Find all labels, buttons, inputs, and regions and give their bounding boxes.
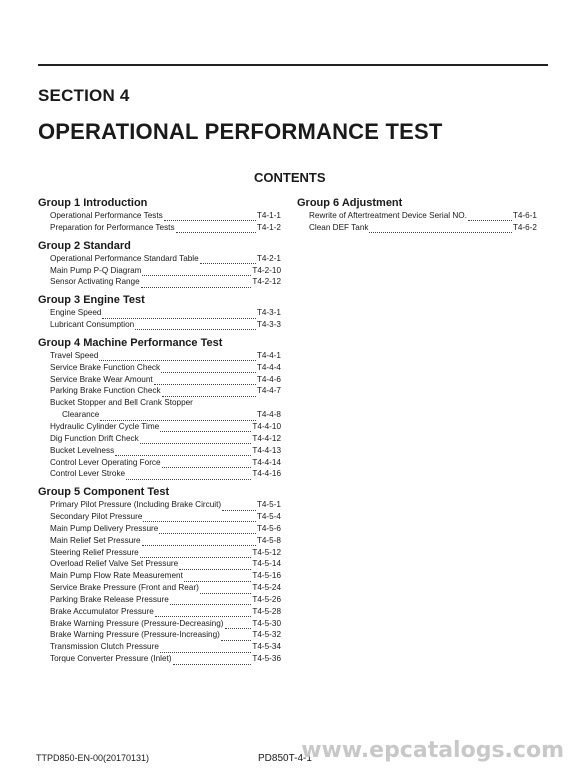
toc-entry-label: Overload Relief Valve Set Pressure [50,559,179,569]
toc-group [297,196,537,234]
toc-entry-page: T4-4-6 [256,374,281,384]
toc-entry-label: Service Brake Wear Amount [50,374,153,384]
toc-group [38,293,281,331]
toc-entry[interactable] [38,511,281,523]
toc-entry[interactable] [38,606,281,618]
toc-entry-label: Main Pump Flow Rate Measurement [50,571,183,581]
toc-leader-dots [143,513,255,522]
toc-entry[interactable] [38,558,281,570]
toc-leader-dots [173,656,252,665]
toc-entry-label: Brake Warning Pressure (Pressure-Decreasing) [50,618,224,628]
toc-entry-page: T4-2-10 [252,265,281,275]
toc-leader-dots [126,471,251,480]
toc-entry-label: Service Brake Pressure (Front and Rear) [50,583,199,593]
toc-entry[interactable] [38,253,281,265]
toc-entry-label: Secondary Pilot Pressure [50,512,143,522]
toc-entry[interactable] [38,653,281,665]
toc-entry-label: Main Pump Delivery Pressure [50,523,159,533]
toc-entry-label: Transmission Clutch Pressure [50,642,159,652]
toc-group-title: Group 2 Standard [38,239,131,252]
toc-leader-dots [135,321,256,330]
toc-entry-page: T4-5-26 [252,594,281,604]
toc-entry[interactable] [38,535,281,547]
toc-entry-page: T4-4-1 [256,350,281,360]
toc-entry-label: Dig Function Drift Check [50,433,139,443]
toc-entry[interactable] [297,222,537,234]
toc-group [38,239,281,289]
toc-entry-page: T4-2-12 [252,277,281,287]
toc-entry-page: T4-3-1 [256,308,281,318]
toc-entry-label: Clearance [62,410,100,420]
toc-leader-dots [200,255,256,264]
toc-entry-label: Control Lever Stroke [50,469,126,479]
toc-leader-dots [221,632,251,641]
toc-entry-page: T4-5-1 [256,500,281,510]
toc-entry[interactable] [38,594,281,606]
toc-entry-page: T4-4-16 [252,469,281,479]
toc-entry-page: T4-4-13 [252,445,281,455]
toc-leader-dots [159,525,256,534]
toc-leader-dots [225,620,252,629]
toc-entry[interactable] [38,618,281,630]
toc-entry[interactable] [38,547,281,559]
toc-leader-dots [162,388,256,397]
toc-entry-page: T4-4-4 [256,362,281,372]
toc-leader-dots [99,352,255,361]
toc-leader-dots [468,212,512,221]
toc-left-column [38,196,281,665]
toc-leader-dots [164,212,256,221]
toc-group-title: Group 1 Introduction [38,197,148,209]
toc-entry-page: T4-4-14 [252,457,281,467]
toc-entry-page: T4-5-34 [252,642,281,652]
toc-entry-label: Service Brake Function Check [50,362,161,372]
toc-entry-label: Travel Speed [50,350,99,360]
toc-entry[interactable] [38,307,281,319]
toc-entry[interactable] [38,457,281,469]
toc-group-title: Group 6 Adjustment [297,197,403,209]
toc-entry[interactable] [38,374,281,386]
footer-doc-code: TTPD850-EN-00(20170131) [36,753,150,763]
toc-entry-label: Steering Relief Pressure [50,547,139,557]
toc-entry-label: Bucket Stopper and Bell Crank Stopper [50,398,193,408]
toc-leader-dots [141,279,252,288]
toc-entry[interactable] [38,468,281,480]
toc-entry-label: Torque Converter Pressure (Inlet) [50,654,172,664]
toc-entry-label: Lubricant Consumption [50,320,135,330]
toc-entry[interactable] [38,276,281,288]
toc-entry-label: Sensor Activating Range [50,277,140,287]
toc-entry-page: T4-5-30 [252,618,281,628]
toc-leader-dots [155,608,252,617]
toc-entry-label: Main Relief Set Pressure [50,535,141,545]
toc-entry-label: Clean DEF Tank [309,222,369,232]
toc-leader-dots [200,585,252,594]
toc-leader-dots [161,364,256,373]
toc-leader-dots [142,267,251,276]
toc-entry-label: Brake Warning Pressure (Pressure-Increasing) [50,630,220,640]
toc-entry-page: T4-5-12 [252,547,281,557]
toc-entry-page: T4-5-14 [252,559,281,569]
section-heading: SECTION 4 [38,86,130,105]
toc-entry-page: T4-2-1 [256,253,281,263]
toc-entry-label: Hydraulic Cylinder Cycle Time [50,421,160,431]
toc-entry[interactable] [38,350,281,362]
toc-group-title: Group 3 Engine Test [38,294,145,307]
toc-entry-label: Bucket Levelness [50,445,115,455]
toc-entry[interactable] [38,629,281,641]
toc-leader-dots [160,644,251,653]
toc-entry-page: T4-1-1 [256,211,281,220]
toc-leader-dots [102,310,255,319]
toc-entry[interactable] [38,570,281,582]
toc-leader-dots [162,459,252,468]
toc-entry-page: T4-5-16 [252,571,281,581]
toc-leader-dots [140,549,252,558]
toc-entry-label: Engine Speed [50,308,102,318]
toc-entry-label: Rewrite of Aftertreatment Device Serial NO. [309,211,467,220]
toc-entry[interactable] [38,421,281,433]
toc-entry-page: T4-5-8 [256,535,281,545]
toc-entry[interactable] [38,641,281,653]
page-title: OPERATIONAL PERFORMANCE TEST [38,119,443,144]
toc-leader-dots [154,376,256,385]
toc-right-column [297,196,537,234]
toc-group [38,336,281,480]
toc-entry-page: T4-4-7 [256,386,281,396]
header-rule [38,64,548,66]
toc-entry[interactable] [38,445,281,457]
toc-leader-dots [369,224,511,233]
toc-entry-label: Parking Brake Function Check [50,386,161,396]
footer-page-number: PD850T-4-1 [258,753,312,764]
toc-group [38,485,281,665]
toc-entry[interactable] [38,582,281,594]
toc-entry-page: T4-6-1 [512,211,537,220]
toc-entry-label: Main Pump P-Q Diagram [50,265,142,275]
toc-entry[interactable] [38,397,281,409]
toc-entry-label: Operational Performance Tests [50,211,163,220]
toc-entry-page: T4-4-12 [252,433,281,443]
toc-entry-label: Operational Performance Standard Table [50,253,199,263]
toc-entry-page: T4-1-2 [256,222,281,232]
toc-group-title: Group 4 Machine Performance Test [38,336,223,349]
toc-entry-page: T4-5-24 [252,583,281,593]
toc-entry[interactable] [38,499,281,511]
toc-leader-dots [100,412,256,421]
toc-leader-dots [140,435,252,444]
toc-entry-page: T4-4-10 [252,421,281,431]
toc-entry-label: Primary Pilot Pressure (Including Brake Circuit) [50,500,222,510]
toc-group [38,196,281,234]
contents-heading: CONTENTS [254,170,326,185]
toc-entry-label: Control Lever Operating Force [50,457,161,467]
toc-entry[interactable] [38,385,281,397]
toc-entry-label: Brake Accumulator Pressure [50,606,154,616]
toc-leader-dots [222,502,256,511]
toc-leader-dots [160,423,251,432]
toc-entry-page: T4-3-3 [256,320,281,330]
toc-entry-page: T4-6-2 [512,222,537,232]
toc-leader-dots [179,561,251,570]
toc-entry-page: T4-5-4 [256,512,281,522]
watermark-logo: www.epcatalogs.com [301,738,564,763]
toc-entry[interactable] [297,210,537,222]
toc-entry[interactable] [38,523,281,535]
toc-entry-page: T4-5-32 [252,630,281,640]
toc-entry-page: T4-5-36 [252,654,281,664]
toc-leader-dots [170,596,252,605]
toc-entry[interactable] [38,362,281,374]
toc-entry-page: T4-5-6 [256,523,281,533]
toc-entry-label: Preparation for Performance Tests [50,222,175,232]
toc-entry[interactable] [38,265,281,277]
toc-entry[interactable] [38,222,281,234]
toc-leader-dots [184,573,251,582]
toc-entry[interactable] [38,433,281,445]
toc-entry-page: T4-4-8 [256,410,281,420]
toc-entry-page: T4-5-28 [252,606,281,616]
toc-entry[interactable] [38,210,281,222]
toc-entry-label: Parking Brake Release Pressure [50,594,169,604]
toc-leader-dots [142,537,256,546]
toc-leader-dots [115,447,251,456]
toc-leader-dots [176,224,256,233]
toc-group-title: Group 5 Component Test [38,486,170,499]
toc-entry[interactable] [38,319,281,331]
toc-entry[interactable] [38,409,281,421]
